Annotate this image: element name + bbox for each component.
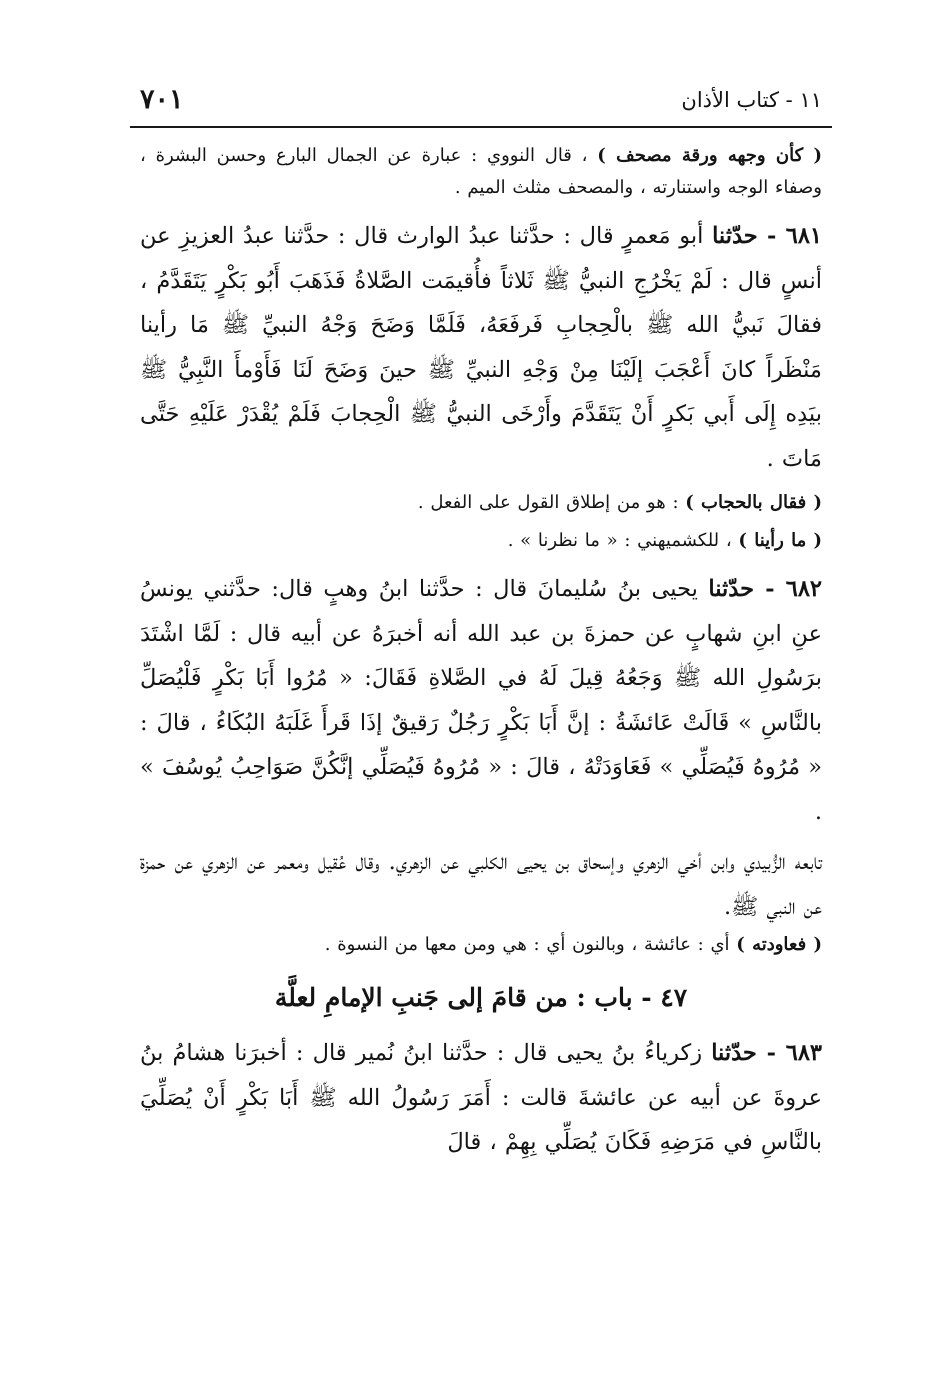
hadith-682	[140, 567, 822, 834]
hadith-number: ٦٨٣ - حدّثنا	[711, 1040, 822, 1066]
note-text: أي : عائشة ، وبالنون أي : هي ومن معها من النسوة .	[324, 934, 737, 955]
commentary-note	[140, 929, 822, 961]
note-keyword: ( فقال بالحجاب )	[685, 492, 822, 513]
hadith-681	[140, 214, 822, 481]
hadith-text: أبو مَعمرٍ قال : حدَّثنا عبدُ الوارث قال : حدَّثنا عبدُ العزيزِ عن أنسٍ قال : لَمْ يَخْرُجِ النبيُّ ﷺ ثَلاثاً فأُقيمَت الصَّلاةُ فَذَهَبَ أَبُو بَكْرٍ يَتَقَدَّمُ ، فقالَ نَبيُّ الله ﷺ بالْحِجابِ فَرفَعَهُ، فَلَمَّا وَضَحَ وَجْهُ النبيِّ ﷺ مَا رأينا مَنْظَراً كانَ أَعْجَبَ إلَيْنَا مِنْ وَجْهِ النبيِّ ﷺ حينَ وَضَحَ لَنَا فَأَوْمأَ النَّبِيُّ ﷺ بيَدِه إِلَى أَبي بَكرٍ أَنْ يَتَقَدَّمَ وأَرْخَى النبيُّ ﷺ الْحِجابَ فَلَمْ يُقْدَرْ عَلَيْهِ حَتَّى مَاتَ .	[140, 223, 822, 472]
note-text: ، قال النووي : عبارة عن الجمال البارع وحسن البشرة ، وصفاء الوجه واستنارته ، والمصحف مثلث الميم .	[140, 145, 822, 198]
hadith-number: ٦٨٢ - حدّثنا	[708, 576, 822, 602]
note-text: : هو من إطلاق القول على الفعل .	[417, 492, 686, 513]
page-number: ٧٠١	[140, 84, 184, 115]
commentary-note	[140, 140, 822, 204]
hadith-682-follow-up: تابعه الزُّبيدي وابن أخي الزهري وإسحاق بن يحيى الكلبي عن الزهري. وقال عُقيل ومعمر عن الزهري عن حمزة عن النبي ﷺ.	[140, 849, 822, 920]
hadith-text: زكرياءُ بنُ يحيى قال : حدَّثنا ابنُ نُمير قال : أخبرَنا هشامُ بنُ عروةَ عن أبيه عن عائشةَ قالت : أَمَرَ رَسُولُ الله ﷺ أَبَا بَكْرٍ أَنْ يُصَلِّيَ بالنَّاسِ في مَرَضِهِ فَكَانَ يُصَلِّي بِهِمْ ، قالَ	[140, 1040, 822, 1155]
page-body	[140, 128, 822, 1165]
page-header	[130, 78, 832, 128]
commentary-note	[140, 487, 822, 519]
note-keyword: ( ما رأينا )	[738, 530, 822, 551]
commentary-note	[140, 525, 822, 557]
running-head: ١١ - كتاب الأذان	[681, 88, 822, 112]
chapter-heading: ٤٧ - باب : من قامَ إلى جَنبِ الإمامِ لعلَّة	[274, 983, 688, 1012]
note-text: ، للكشميهني : « ما نظرنا » .	[507, 530, 739, 551]
hadith-683	[140, 1031, 822, 1165]
note-keyword: ( كأن وجهه ورقة مصحف )	[597, 145, 822, 166]
hadith-number: ٦٨١ - حدّثنا	[712, 223, 822, 249]
note-keyword: ( فعاودته )	[736, 934, 822, 955]
hadith-text: يحيى بنُ سُليمانَ قال : حدَّثنا ابنُ وهبٍ قال: حدَّثني يونسُ عنِ ابنِ شهابٍ عن حمزةَ بن عبد الله أنه أخبرَهُ عن أبيه قال : لَمَّا اشْتَدَ برَسُولِ الله ﷺ وَجَعُهُ قِيلَ لَهُ في الصَّلاةِ فَقَالَ: « مُرُوا أَبَا بَكْرٍ فَلْيُصَلِّ بالنَّاسِ » قَالَتْ عَائشَةُ : إنَّ أَبَا بَكْرٍ رَجُلٌ رَقيقٌ إذَا قَرأَ غَلَبَهُ البُكَاءُ ، قالَ : « مُرُوهُ فَيُصَلِّي » فَعَاوَدَتْهُ ، قالَ : « مُرُوهُ فَيُصَلِّي إنَّكُنَّ صَوَاحِبُ يُوسُفَ » .	[140, 576, 822, 825]
